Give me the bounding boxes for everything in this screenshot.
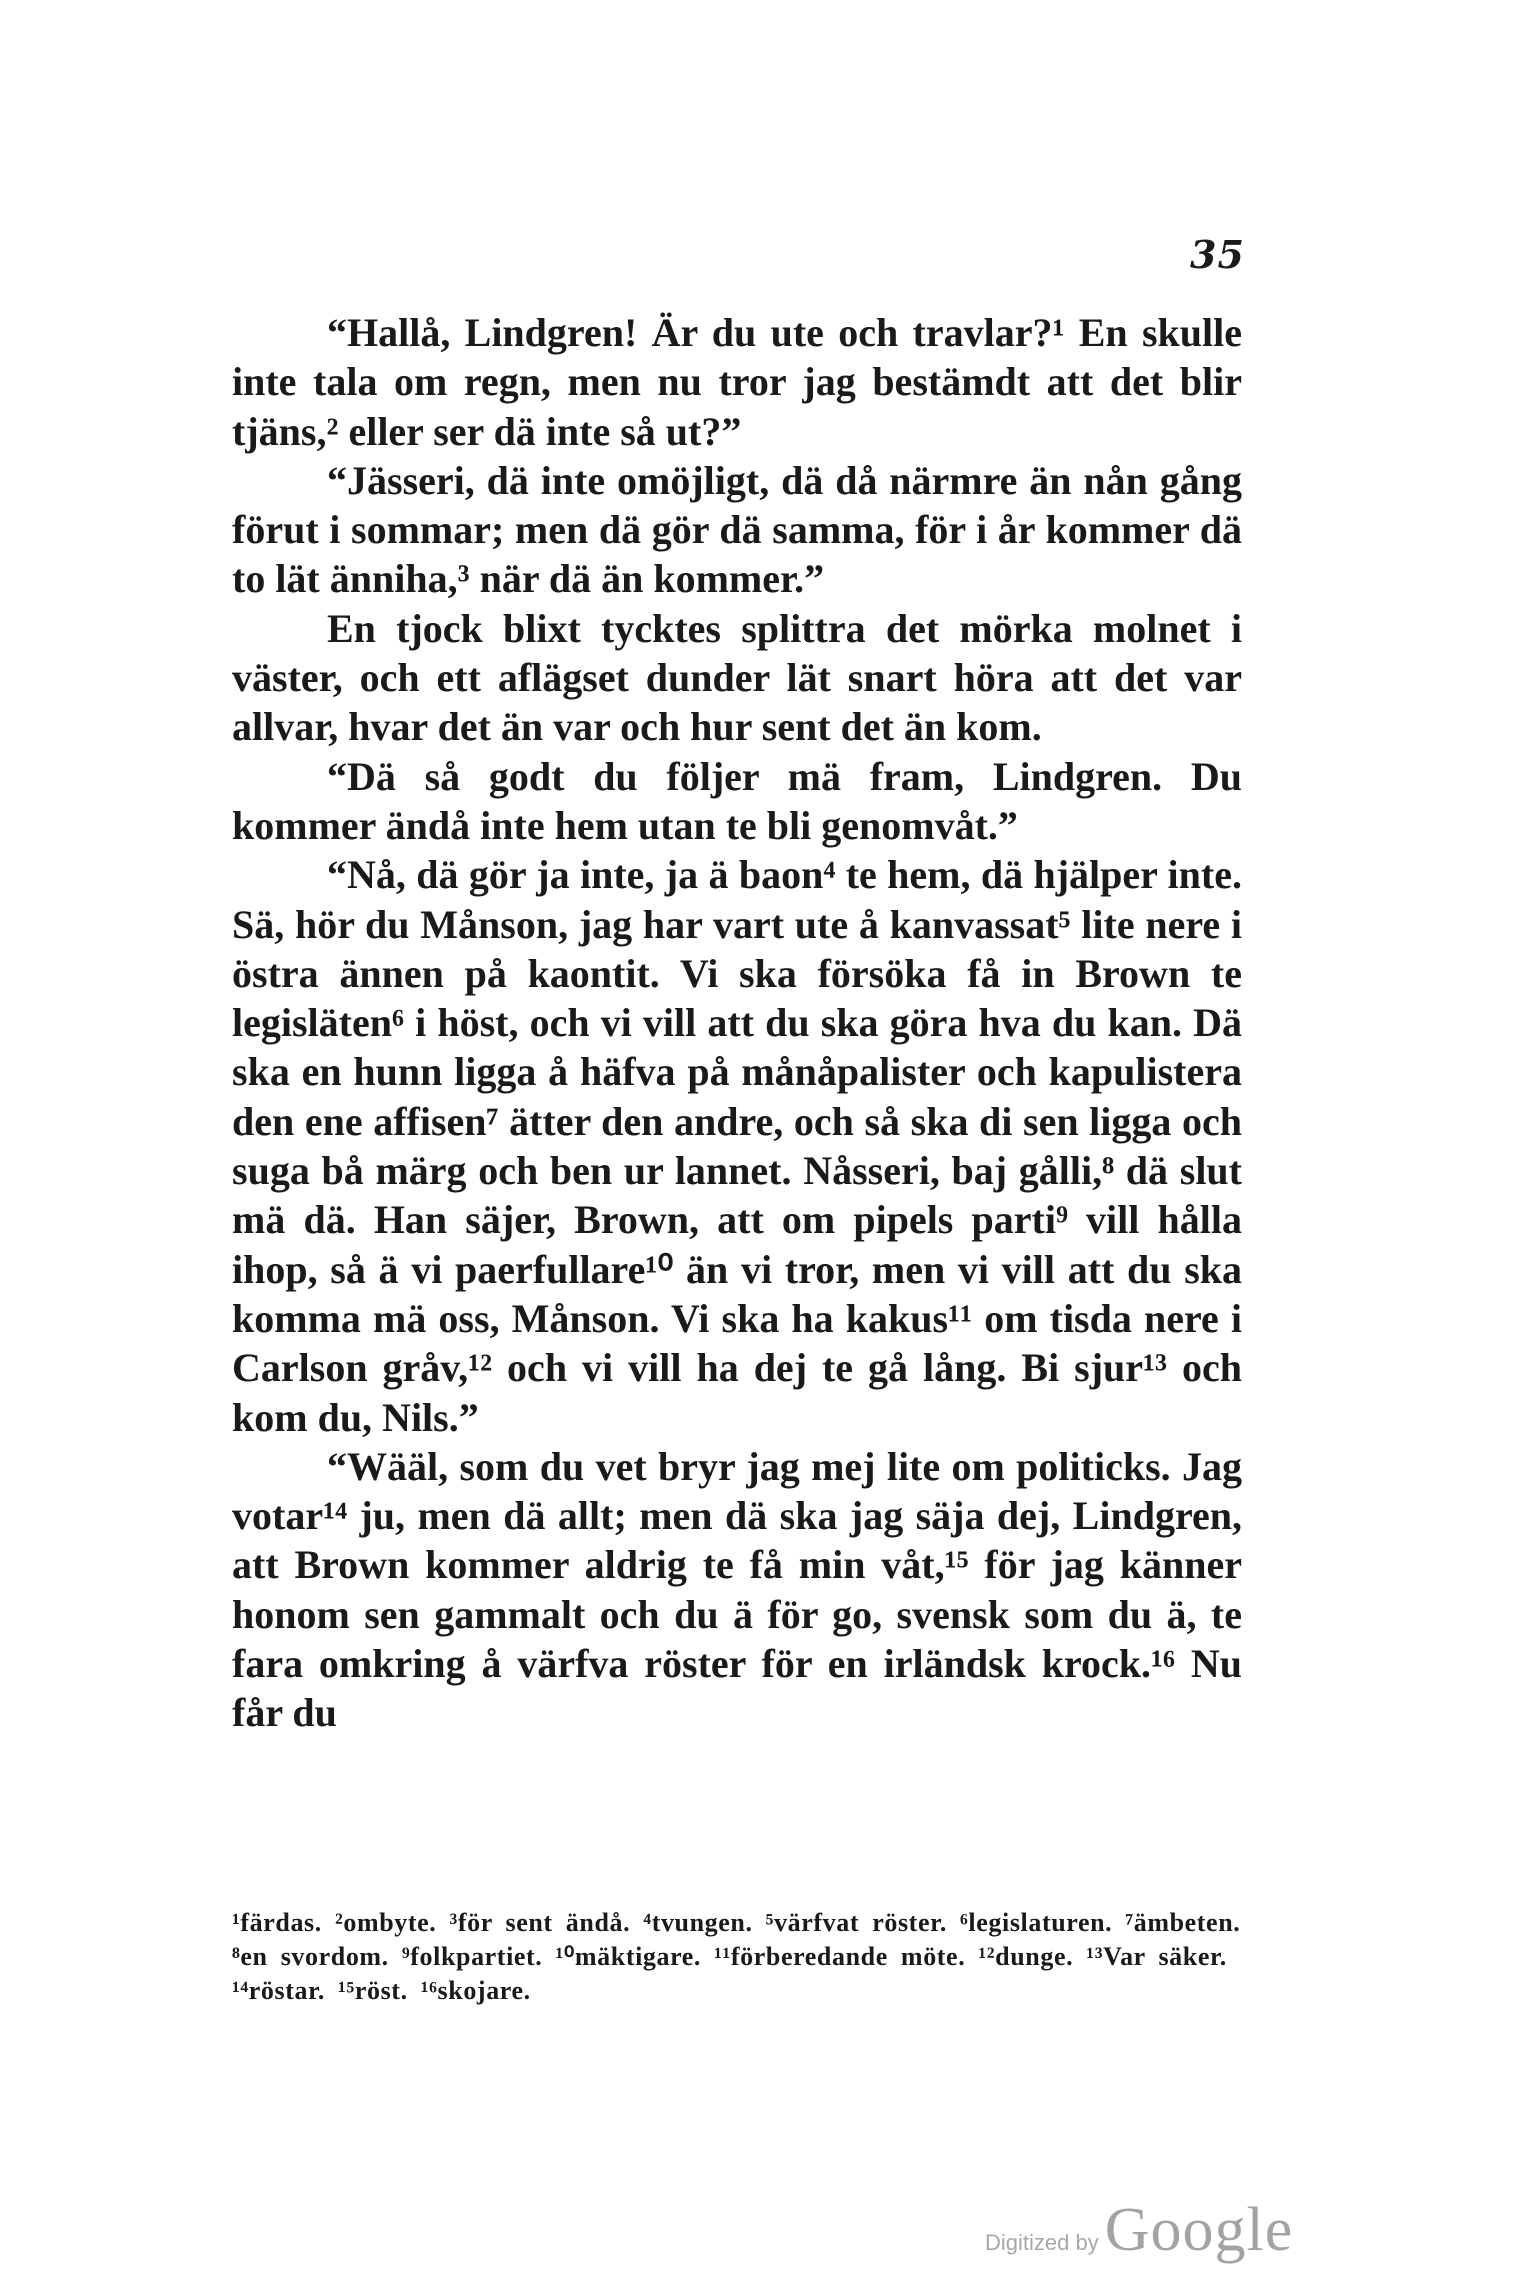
watermark-prefix: Digitized by bbox=[985, 2230, 1099, 2255]
paragraph: “Nå, dä gör ja inte, ja ä baon⁴ te hem, dä hjälper inte. Sä, hör du Månson, jag har vart ute å kanvassat⁵ lite nere i östra ännen på kaontit. Vi ska försöka få in Brown te legisläten⁶ i höst, och vi vill att du ska göra hva du kan. Dä ska en hunn ligga å häfva på månåpalister och kapulistera den ene affisen⁷ ätter den andre, och så ska di sen ligga och suga bå märg och ben ur lannet. Nåsseri, baj gålli,⁸ dä slut mä dä. Han säjer, Brown, att om pipels parti⁹ vill hålla ihop, så ä vi paerfullare¹⁰ än vi tror, men vi vill att du ska komma mä oss, Månson. Vi ska ha kakus¹¹ om tisda nere i Carlson gråv,¹² och vi vill ha dej te gå lång. Bi sjur¹³ och kom du, Nils.” bbox=[232, 852, 1242, 1440]
watermark bbox=[985, 2195, 1293, 2266]
google-logo: Google bbox=[1104, 2196, 1294, 2264]
body-text bbox=[232, 308, 1242, 1738]
footnote-text: ¹färdas. ²ombyte. ³för sent ändå. ⁴tvungen. ⁵värfvat röster. ⁶legislaturen. ⁷ämbeten. ⁸en svordom. ⁹folkpartiet. ¹⁰mäktigare. ¹¹förberedande möte. ¹²dunge. ¹³Var säker. ¹⁴röstar. ¹⁵röst. ¹⁶skojare. bbox=[232, 1908, 1241, 2005]
paragraph: En tjock blixt tycktes splittra det mörka molnet i väster, och ett aflägset dunder lät snart höra att det var allvar, hvar det än var och hur sent det än kom. bbox=[232, 605, 1242, 750]
page-number: 35 bbox=[1190, 232, 1245, 277]
paragraph: “Dä så godt du följer mä fram, Lindgren. Du kommer ändå inte hem utan te bli genomvåt.” bbox=[232, 753, 1242, 848]
paragraph: “Hallå, Lindgren! Är du ute och travlar?¹ En skulle inte tala om regn, men nu tror jag bestämdt att det blir tjäns,² eller ser dä inte så ut?” bbox=[232, 310, 1242, 454]
paragraph: “Jässeri, dä inte omöjligt, dä då närmre än nån gång förut i sommar; men dä gör dä samma, för i år kommer dä to lät änniha,³ när dä än kommer.” bbox=[232, 457, 1242, 602]
paragraph: “Wääl, som du vet bryr jag mej lite om politicks. Jag votar¹⁴ ju, men dä allt; men dä ska jag säja dej, Lindgren, att Brown kommer aldrig te få min våt,¹⁵ för jag känner honom sen gammalt och du ä för go, svensk som du ä, te fara omkring å värfva röster för en irländsk krock.¹⁶ Nu får du bbox=[232, 1443, 1242, 1736]
footnotes bbox=[232, 1906, 1242, 2008]
